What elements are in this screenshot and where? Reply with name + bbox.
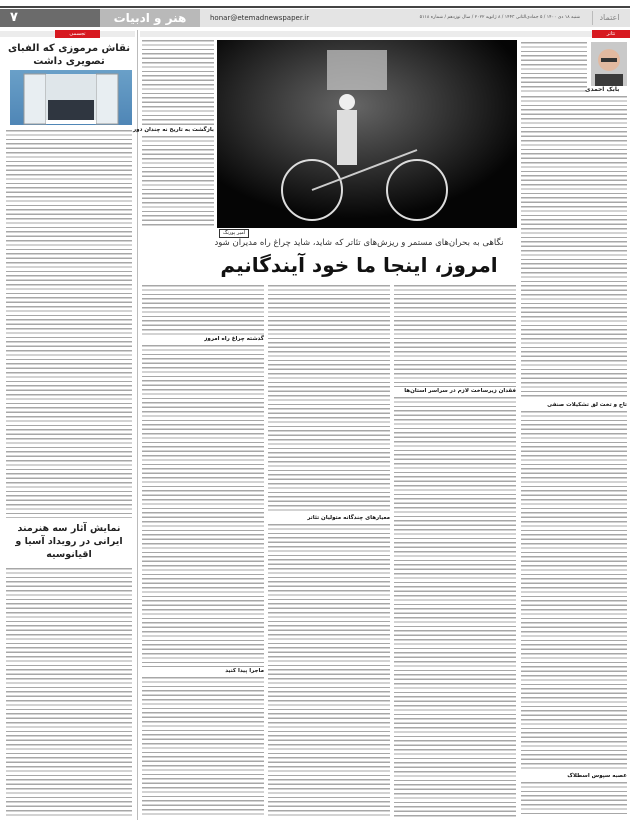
subhead-2: گذشته چراغ راه امروز bbox=[204, 336, 264, 342]
column-subhead-2: عصبه سپوس اسطلاک bbox=[567, 773, 627, 779]
main-body-col-1a bbox=[142, 285, 264, 335]
author-name: بابک احمدی bbox=[585, 86, 620, 93]
stage-bicycle-image bbox=[217, 40, 517, 228]
left-headline-1: نقاش مرموزی که الفبای تصویری داشت bbox=[7, 43, 130, 67]
column-divider bbox=[137, 30, 138, 820]
column-body-a bbox=[521, 96, 627, 398]
section-email: honar@etemadnewspaper.ir bbox=[210, 14, 310, 22]
subhead-5: ماجرا پیدا کنید bbox=[225, 668, 264, 674]
left-article-2-body bbox=[6, 568, 132, 817]
main-body-col-2b bbox=[268, 524, 390, 817]
header-rule bbox=[0, 6, 630, 8]
newspaper-logo: اعتماد bbox=[592, 11, 626, 25]
subhead-1: بازگشت به تاریخ نه چندان دور bbox=[133, 127, 214, 133]
column-body-c bbox=[521, 782, 627, 817]
tag-visual-arts: تجسمی bbox=[55, 30, 100, 38]
left-article-1-body bbox=[6, 130, 132, 515]
column-subhead-1: تاج و تخت لق تشکیلات صنفی bbox=[547, 402, 627, 408]
column-body-b bbox=[521, 411, 627, 771]
main-body-col-a-mid bbox=[142, 136, 214, 228]
main-body-col-a-top bbox=[142, 40, 214, 128]
subhead-3: فقدان زیرساخت لازم در سراسر استان‌ها bbox=[404, 388, 516, 394]
avatar-icon bbox=[591, 42, 627, 86]
main-headline: امروز، اینجا ما خود آیندگانیم bbox=[220, 253, 498, 277]
main-body-col-3a bbox=[394, 285, 516, 387]
photo-credit: امیر پورنگ bbox=[219, 229, 249, 238]
main-body-col-1b bbox=[142, 345, 264, 667]
tag-bar-main bbox=[140, 31, 630, 37]
theater-stage-photo bbox=[217, 40, 517, 228]
left-headline-2: نمایش آثار سه هنرمند ایرانی در رویداد آسیا و اقیانوسیه bbox=[6, 522, 132, 561]
subhead-4: معیارهای چندگانه متولیان تئاتر bbox=[307, 515, 390, 521]
dateline: شنبه ۱۸ دی ۱۴۰۰ / ۵ جمادی‌الثانی ۱۴۴۳ / ۸ ژانویه ۲۰۲۲ / سال نوزدهم / شماره ۵۱۱۸ bbox=[419, 15, 580, 20]
author-photo bbox=[591, 42, 627, 86]
window-painting-icon bbox=[10, 70, 132, 125]
magritte-painting-image bbox=[10, 70, 132, 125]
left-separator bbox=[6, 517, 132, 518]
main-body-col-1c bbox=[142, 677, 264, 817]
column-intro bbox=[521, 42, 587, 92]
kicker: نگاهی به بحران‌های مستمر و ریزش‌های تئاتر که شاید، شاید چراغ راه مدیران شود bbox=[214, 238, 504, 248]
tag-theater: تئاتر bbox=[592, 30, 630, 38]
section-title: هنر و ادبیات bbox=[100, 9, 200, 27]
main-body-col-3b bbox=[394, 397, 516, 817]
main-body-col-2a bbox=[268, 285, 390, 513]
page-number: ۷ bbox=[0, 9, 100, 27]
